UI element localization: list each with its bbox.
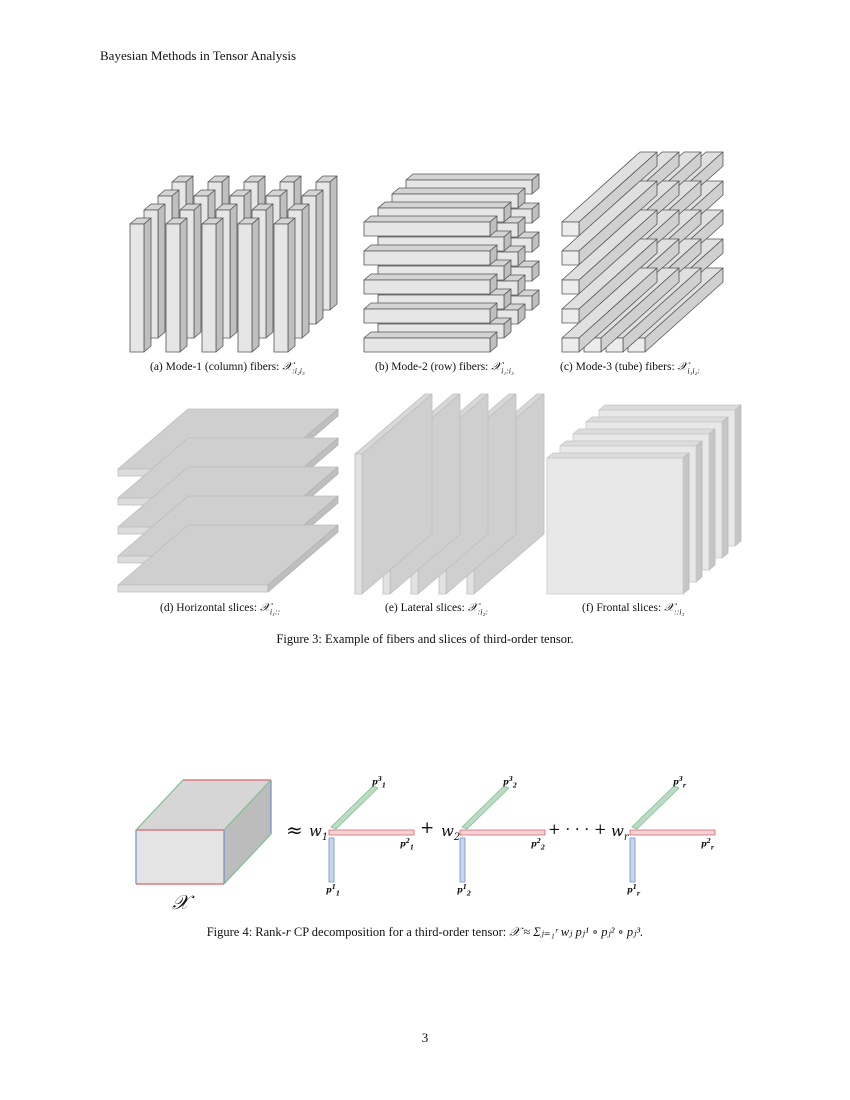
frontal-slice-front <box>547 458 683 594</box>
vector-p2 <box>630 830 715 835</box>
column-fiber-side <box>194 204 201 338</box>
vector-p2 <box>460 830 545 835</box>
weight-2: $w_2$ <box>441 822 461 843</box>
tube-fiber-front <box>562 309 579 323</box>
lateral-slices-figure <box>355 394 544 594</box>
figure4-caption: Figure 4: Rank-r CP decomposition for a third-order tensor: 𝒳 ≈ Σⱼ₌₁ʳ wⱼ pⱼ¹ ∘ pⱼ² ∘ pⱼ³. <box>206 925 644 939</box>
row-fiber-front <box>364 222 490 236</box>
frontal-slice-side <box>722 417 728 558</box>
column-fiber-side <box>266 204 273 338</box>
row-fiber-top <box>364 303 497 309</box>
vector-p1 <box>630 838 635 882</box>
frontal-slice-top <box>547 453 689 458</box>
p1-2-label: $p^1_2$ <box>457 884 471 898</box>
tube-fiber-front <box>562 222 579 236</box>
tube-fiber-front <box>562 280 579 294</box>
row-fiber-top <box>364 274 497 280</box>
frontal-slices-figure <box>547 405 741 594</box>
row-fiber-top <box>392 188 525 194</box>
approx-symbol: ≈ <box>286 818 303 842</box>
p2-r-label: $p^2_r$ <box>701 838 714 852</box>
mode1-fibers-figure <box>130 176 337 352</box>
frontal-slice-top <box>573 429 715 434</box>
tube-fiber-front <box>562 251 579 265</box>
column-fiber-side <box>230 204 237 338</box>
p2-2-label: $p^2_2$ <box>531 838 545 852</box>
frontal-slice-top <box>599 405 741 410</box>
p3-1-label: $p^3_1$ <box>372 776 386 790</box>
weight-1: $w_1$ <box>309 822 329 843</box>
subcaption-c: (c) Mode-3 (tube) fibers: 𝒳$_{i_1i_2:}$ <box>560 361 701 376</box>
horizontal-slices-figure <box>118 409 338 592</box>
column-fiber-side <box>180 218 187 352</box>
column-fiber-side <box>144 218 151 352</box>
mode2-fibers-figure <box>364 174 539 352</box>
subcaption-f: (f) Frontal slices: 𝒳$_{::i_3}$ <box>582 602 685 617</box>
subcaption-d: (d) Horizontal slices: 𝒳$_{i_1::}$ <box>160 602 281 617</box>
frontal-slice-side <box>735 405 741 546</box>
p3-2-label: $p^3_2$ <box>503 776 517 790</box>
running-title: Bayesian Methods in Tensor Analysis <box>100 48 297 63</box>
p1-1-label: $p^1_1$ <box>326 884 340 898</box>
row-fiber-front <box>364 309 490 323</box>
subcaption-b: (b) Mode-2 (row) fibers: 𝒳$_{i_1:i_3}$ <box>375 361 514 376</box>
column-fiber-side <box>330 176 337 310</box>
column-fiber-side <box>252 218 259 352</box>
vector-p1 <box>460 838 465 882</box>
column-fiber-side <box>302 204 309 338</box>
weight-r: $w_r$ <box>611 822 629 843</box>
p1-r-label: $p^1_r$ <box>627 884 640 898</box>
column-fiber-front <box>130 224 144 352</box>
column-fiber-side <box>158 204 165 338</box>
column-fiber-front <box>238 224 252 352</box>
tensor-label: 𝒳 <box>172 890 190 914</box>
page-number: 3 <box>421 1030 429 1045</box>
row-fiber-top <box>406 174 539 180</box>
ellipsis-sum: + · · · + <box>548 820 607 838</box>
vector-p3 <box>462 786 509 829</box>
column-fiber-front <box>166 224 180 352</box>
subcaption-a: (a) Mode-1 (column) fibers: 𝒳$_{:i_2i_3}$ <box>150 361 305 376</box>
subcaption-e: (e) Lateral slices: 𝒳$_{:i_2:}$ <box>385 602 488 617</box>
vector-p3 <box>331 786 378 829</box>
lateral-slice-front <box>355 454 362 594</box>
figure3-caption: Figure 3: Example of fibers and slices of third-order tensor. <box>276 632 574 646</box>
column-fiber-side <box>216 218 223 352</box>
frontal-slice-side <box>696 441 702 582</box>
row-fiber-top <box>364 245 497 251</box>
tube-fiber-front <box>562 338 579 352</box>
p2-1-label: $p^2_1$ <box>400 838 414 852</box>
vector-p3 <box>632 786 679 829</box>
column-fiber-front <box>202 224 216 352</box>
row-fiber-front <box>364 338 490 352</box>
mode3-fibers-figure <box>562 152 723 352</box>
row-fiber-top <box>364 332 497 338</box>
row-fiber-top <box>378 202 511 208</box>
plus-symbol: + <box>420 818 435 838</box>
frontal-slice-top <box>586 417 728 422</box>
frontal-slice-side <box>709 429 715 570</box>
row-fiber-front <box>364 251 490 265</box>
column-fiber-side <box>288 218 295 352</box>
vector-p2 <box>329 830 414 835</box>
row-fiber-top <box>364 216 497 222</box>
tensor-front <box>136 830 224 884</box>
frontal-slice-top <box>560 441 702 446</box>
p3-r-label: $p^3_r$ <box>673 776 686 790</box>
column-fiber-front <box>274 224 288 352</box>
column-fiber-side <box>316 190 323 324</box>
row-fiber-front <box>364 280 490 294</box>
frontal-slice-side <box>683 453 689 594</box>
vector-p1 <box>329 838 334 882</box>
horizontal-slice-front <box>118 585 268 592</box>
